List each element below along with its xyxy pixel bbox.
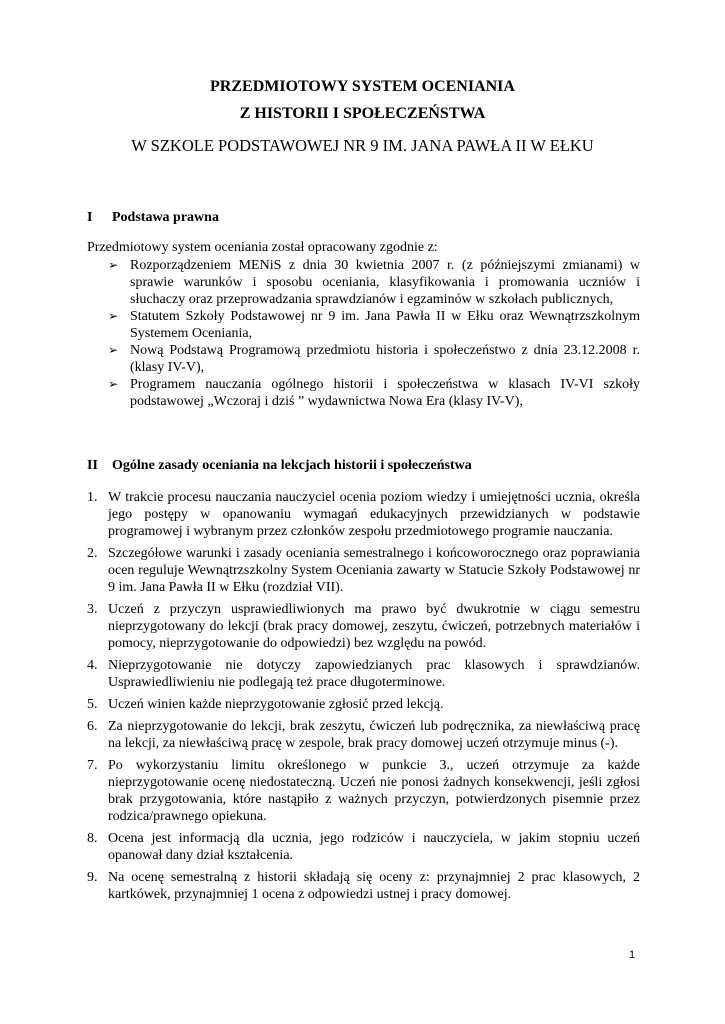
grading-rules-list	[87, 489, 640, 908]
item-number: 3.	[87, 602, 98, 617]
page-number: 1	[629, 949, 636, 961]
section-1-title: Podstawa prawna	[112, 210, 219, 225]
section-2-title: Ogólne zasady oceniania na lekcjach historii i społeczeństwa	[112, 458, 472, 473]
item-number: 8.	[87, 831, 98, 846]
item-number: 4.	[87, 658, 98, 673]
list-item: 7. Po wykorzystaniu limitu określonego w punkcie 3., uczeń otrzymuje za każde nieprzygotowanie ocenę niedostateczną. Uczeń nie ponosi żadnych konsekwencji, jeśli zgłosi brak przygotowania, które nastąpiło z ważnych przyczyn, potwierdzonych pisemnie przez rodzica/prawnego opiekuna.	[87, 758, 640, 824]
list-item: 1. W trakcie procesu nauczania nauczyciel ocenia poziom wiedzy i umiejętności ucznia, określa jego postępy w opanowaniu wymagań edukacyjnych przewidzianych w podstawie programowej i wybranym przez członków zespołu przedmiotowego programie nauczania.	[87, 490, 640, 539]
item-number: 5.	[87, 697, 98, 712]
list-item: 6. Za nieprzygotowanie do lekcji, brak zeszytu, ćwiczeń lub podręcznika, za niewłaściwą pracę na lekcji, za niewłaściwą pracę w zespole, brak pracy domowej uczeń otrzymuje minus (-).	[87, 719, 640, 751]
school-name: W SZKOLE PODSTAWOWEJ NR 9 IM. JANA PAWŁA II W EŁKU	[131, 136, 594, 155]
list-item: 2. Szczegółowe warunki i zasady oceniania semestralnego i końcoworocznego oraz poprawiania ocen reguluje Wewnątrzszkolny System Oceniania zawarty w Statucie Szkoły Podstawowej nr 9 im. Jana Pawła II w Ełku (rozdział VII).	[87, 546, 640, 595]
item-number: 1.	[87, 490, 98, 505]
arrow-bullet-icon: ➢	[108, 343, 119, 357]
item-number: 7.	[87, 758, 98, 773]
legal-basis-list	[108, 257, 640, 410]
section-1-number: I	[87, 210, 93, 225]
list-item: ➢ Nową Podstawą Programową przedmiotu historia i społeczeństwo z dnia 23.12.2008 r. (klasy IV-V),	[108, 343, 640, 375]
document-subtitle: Z HISTORII I SPOŁECZEŃSTWA	[239, 105, 486, 122]
list-item: 5. Uczeń winien każde nieprzygotowanie zgłosić przed lekcją.	[87, 697, 444, 712]
section-1-heading	[87, 210, 219, 226]
arrow-bullet-icon: ➢	[108, 258, 119, 272]
list-item: 4. Nieprzygotowanie nie dotyczy zapowiedzianych prac klasowych i sprawdzianów. Usprawiedliwieniu nie podlegają też prace długoterminowe.	[87, 658, 640, 690]
document-title: PRZEDMIOTOWY SYSTEM OCENIANIA	[210, 78, 515, 95]
section-2-number: II	[87, 458, 98, 473]
section-1-intro: Przedmiotowy system oceniania został opracowany zgodnie z:	[87, 240, 438, 255]
item-number: 2.	[87, 546, 98, 561]
list-item: ➢ Statutem Szkoły Podstawowej nr 9 im. Jana Pawła II w Ełku oraz Wewnątrzszkolnym Systemem Oceniania,	[108, 309, 640, 341]
list-item: 8. Ocena jest informacją dla ucznia, jego rodziców i nauczyciela, w jakim stopniu uczeń opanował dany dział kształcenia.	[87, 831, 640, 863]
list-item: ➢ Rozporządzeniem MENiS z dnia 30 kwietnia 2007 r. (z późniejszymi zmianami) w sprawie warunków i sposobu oceniania, klasyfikowania i promowania uczniów i słuchaczy oraz przeprowadzania sprawdzianów i egzaminów w szkołach publicznych,	[108, 258, 640, 307]
item-number: 9.	[87, 870, 98, 885]
list-item: 3. Uczeń z przyczyn usprawiedliwionych ma prawo być dwukrotnie w ciągu semestru nieprzygotowany do lekcji (brak pracy domowej, zeszytu, ćwiczeń, potrzebnych materiałów i pomocy, nieprzygotowanie do odpowiedzi) bez względu na powód.	[87, 602, 640, 651]
arrow-bullet-icon: ➢	[108, 309, 119, 323]
arrow-bullet-icon: ➢	[108, 377, 119, 391]
list-item: ➢ Programem nauczania ogólnego historii i społeczeństwa w klasach IV-VI szkoły podstawowej „Wczoraj i dziś ” wydawnictwa Nowa Era (klasy IV-V),	[108, 377, 640, 409]
item-number: 6.	[87, 719, 98, 734]
section-2-heading	[87, 458, 472, 474]
list-item: 9. Na ocenę semestralną z historii składają się oceny z: przynajmniej 2 prac klasowych, 2 kartkówek, przynajmniej 1 ocena z odpowiedzi ustnej i pracy domowej.	[87, 870, 640, 902]
